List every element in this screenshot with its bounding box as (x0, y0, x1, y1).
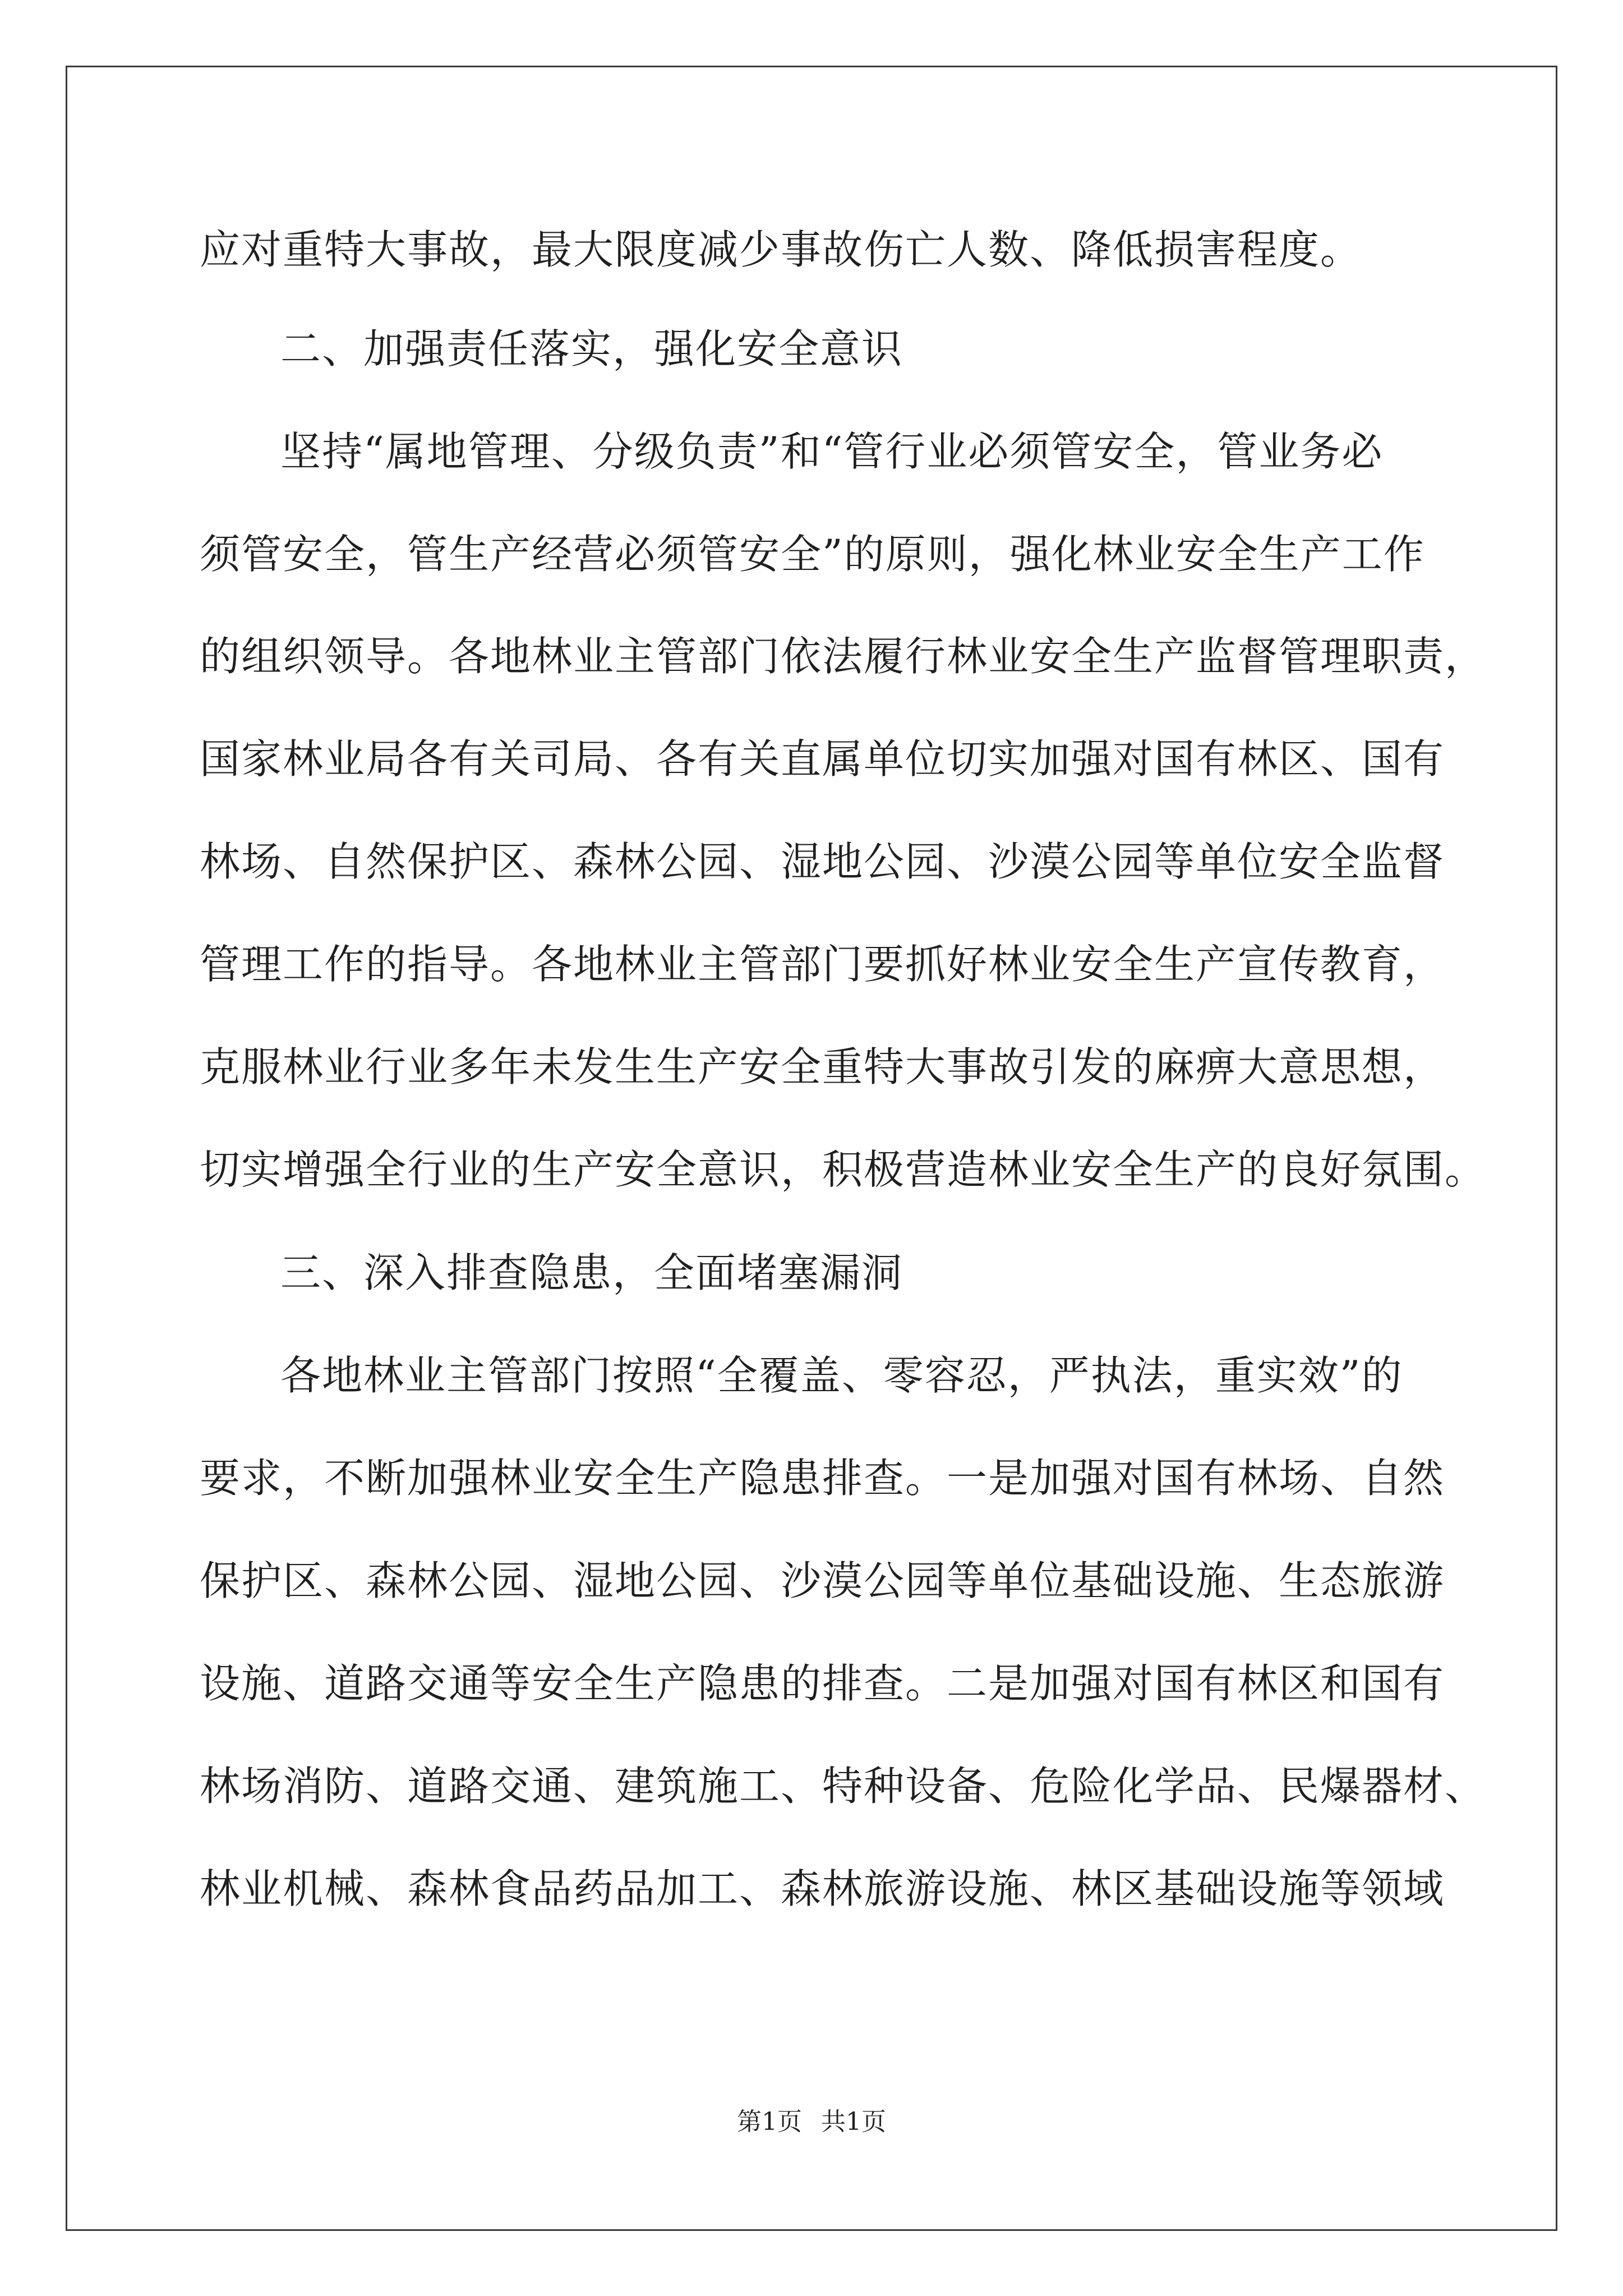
body-text-line: 须管安全，管生产经营必须管安全”的原则，强化林业安全生产工作 (200, 531, 1425, 578)
body-text-line: 设施、道路交通等安全生产隐患的排查。二是加强对国有林区和国有 (200, 1660, 1445, 1707)
body-text-line: 克服林业行业多年未发生生产安全重特大事故引发的麻痹大意思想， (200, 1043, 1445, 1091)
body-text-line: 要求，不断加强林业安全生产隐患排查。一是加强对国有林场、自然 (200, 1455, 1445, 1502)
body-text-line: 国家林业局各有关司局、各有关直属单位切实加强对国有林区、国有 (200, 735, 1445, 783)
body-text-line: 应对重特大事故，最大限度减少事故伤亡人数、降低损害程度。 (200, 226, 1362, 273)
page-number-footer: 第1页 共1页 (737, 2108, 886, 2136)
body-text-line: 的组织领导。各地林业主管部门依法履行林业安全生产监督管理职责， (200, 633, 1487, 680)
body-text-line: 林场、自然保护区、森林公园、湿地公园、沙漠公园等单位安全监督 (200, 838, 1445, 885)
body-text-line: 各地林业主管部门按照“全覆盖、零容忍，严执法，重实效”的 (280, 1352, 1403, 1399)
section-heading: 三、深入排查隐患，全面堵塞漏洞 (280, 1249, 903, 1296)
body-text-line: 林场消防、道路交通、建筑施工、特种设备、危险化学品、民爆器材、 (200, 1763, 1487, 1810)
body-text-line: 坚持“属地管理、分级负责”和“管行业必须管安全，管业务必 (280, 428, 1384, 475)
body-text-line: 林业机械、森林食品药品加工、森林旅游设施、林区基础设施等领域 (200, 1865, 1445, 1912)
section-heading: 二、加强责任落实，强化安全意识 (280, 325, 903, 372)
body-text-line: 切实增强全行业的生产安全意识，积极营造林业安全生产的良好氛围。 (200, 1146, 1487, 1193)
body-text-line: 管理工作的指导。各地林业主管部门要抓好林业安全生产宣传教育， (200, 941, 1445, 988)
body-text-line: 保护区、森林公园、湿地公园、沙漠公园等单位基础设施、生态旅游 (200, 1557, 1445, 1604)
